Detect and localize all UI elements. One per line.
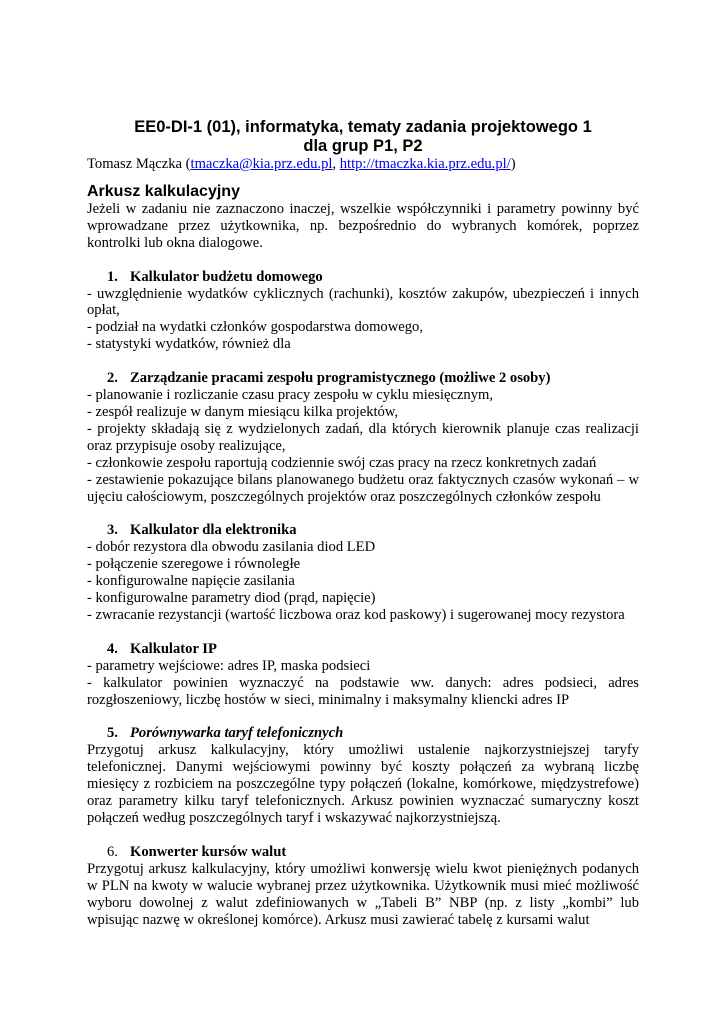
document-page (87, 118, 639, 928)
section-1-line-3: - statystyki wydatków, również dla (87, 336, 291, 353)
section-1 (87, 269, 639, 354)
section-2-line-4: - członkowie zespołu raportują codziennie swój czas pracy na rzecz konkretnych zadań (87, 454, 597, 471)
intro-paragraph: Jeżeli w zadaniu nie zaznaczono inaczej, wszelkie współczynniki i parametry powinny być wprowadzane przez użytkownika, np. bezpośrednio do wybranych komórek, poprzez kontrolki lub okna dialogowe. (87, 200, 639, 251)
section-6-paragraph: Przygotuj arkusz kalkulacyjny, który umożliwi konwersję wielu kwot pieniężnych podanych w PLN na kwoty w walucie wybranej przez użytkownika. Użytkownik musi mieć możliwość wyboru dowolnej z walut zdefiniowanych w „Tabeli B” NBP (np. z listy „kombi” lub wpisując nazwę w określonej komórce). Arkusz musi zawierać tabelę z kursami walut (87, 860, 639, 928)
section-2-line-3: - projekty składają się z wydzielonych zadań, dla których kierownik planuje czas realizacji oraz przypisuje osoby realizujące, (87, 420, 639, 454)
section-5 (87, 725, 639, 826)
section-5-paragraph: Przygotuj arkusz kalkulacyjny, który umożliwi ustalenie najkorzystniejszej taryfy telefonicznej. Danymi wejściowymi powinny być koszty połączeń za wybraną liczbę miesięcy z rozbiciem na poszczególne typy połączeń (lokalne, komórkowe, międzystrefowe) oraz parametry kilku taryf telefonicznych. Arkusz powinien wyznaczać sumaryczny koszt połączeń według poszczególnych taryf i wskazywać najkorzystniejszą. (87, 742, 639, 826)
section-6-title (87, 844, 639, 861)
section-3-line-1: - dobór rezystora dla obwodu zasilania diod LED (87, 539, 376, 556)
section-3 (87, 522, 639, 623)
section-1-title-text: Kalkulator budżetu domowego (130, 268, 323, 285)
section-1-number: 1. (107, 268, 118, 285)
author-name: Tomasz Mączka ( (87, 156, 191, 172)
section-heading: Arkusz kalkulacyjny (87, 182, 240, 200)
section-5-title (87, 725, 639, 742)
document-title-line-1: EE0-DI-1 (01), informatyka, tematy zadania projektowego 1 (134, 118, 592, 136)
author-website-link[interactable]: http://tmaczka.kia.prz.edu.pl/ (339, 156, 511, 172)
section-2-line-5: - zestawienie pokazujące bilans planowanego budżetu oraz faktycznych czasów wykonań – w ujęciu całościowym, poszczególnych projektów oraz poszczególnych członków zespołu (87, 471, 639, 505)
section-4-title-text: Kalkulator IP (130, 640, 217, 657)
section-3-title-text: Kalkulator dla elektronika (130, 522, 297, 539)
section-5-title-text: Porównywarka taryf telefonicznych (130, 725, 344, 742)
author-separator: , (332, 156, 340, 172)
section-6-number: 6. (107, 843, 118, 860)
section-2-title (87, 370, 639, 387)
section-3-line-5: - zwracanie rezystancji (wartość liczbowa oraz kod paskowy) i sugerowanej mocy rezystora (87, 606, 625, 623)
section-2-number: 2. (107, 370, 118, 387)
section-2-line-2: - zespół realizuje w danym miesiącu kilka projektów, (87, 403, 399, 420)
section-2-title-text: Zarządzanie pracami zespołu programistycznego (możliwe 2 osoby) (130, 370, 551, 387)
section-2 (87, 370, 639, 505)
section-6-title-text: Konwerter kursów walut (130, 843, 287, 860)
section-3-line-4: - konfigurowalne parametry diod (prąd, napięcie) (87, 590, 376, 607)
section-3-number: 3. (107, 522, 118, 539)
author-close: ) (510, 156, 516, 172)
author-email-link[interactable]: tmaczka@kia.prz.edu.pl (190, 156, 333, 172)
section-1-title (87, 269, 639, 286)
section-2-line-1: - planowanie i rozliczanie czasu pracy zespołu w cyklu miesięcznym, (87, 387, 494, 404)
section-3-line-2: - połączenie szeregowe i równoległe (87, 556, 301, 573)
author-line (87, 156, 639, 173)
section-4-line-1: - parametry wejściowe: adres IP, maska podsieci (87, 657, 371, 674)
section-3-title (87, 522, 639, 539)
section-3-line-3: - konfigurowalne napięcie zasilania (87, 573, 295, 590)
document-title-line-2: dla grup P1, P2 (303, 137, 423, 155)
section-4-number: 4. (107, 640, 118, 657)
section-5-number: 5. (107, 725, 118, 742)
section-1-line-2: - podział na wydatki członków gospodarstwa domowego, (87, 319, 423, 336)
section-1-line-1: - uwzględnienie wydatków cyklicznych (rachunki), kosztów zakupów, ubezpieczeń i innych opłat, (87, 285, 639, 319)
section-4-title (87, 641, 639, 658)
section-4 (87, 641, 639, 709)
section-6 (87, 844, 639, 929)
section-4-line-2: - kalkulator powinien wyznaczyć na podstawie ww. danych: adres podsieci, adres rozgłoszeniowy, liczbę hostów w sieci, minimalny i maksymalny kliencki adres IP (87, 674, 639, 708)
